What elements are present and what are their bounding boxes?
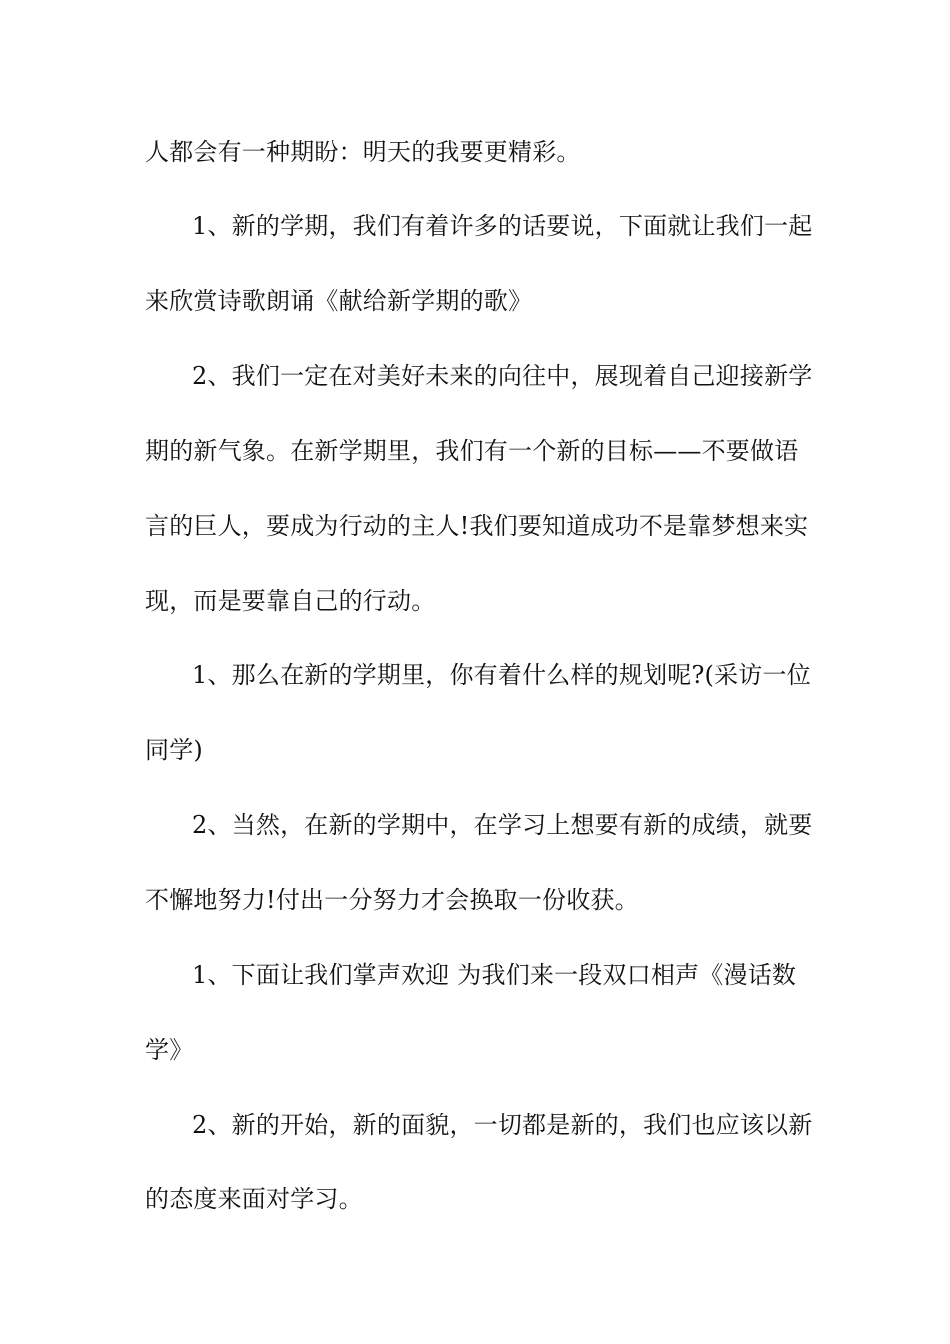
text-line-1: 人都会有一种期盼：明天的我要更精彩。 (145, 138, 581, 166)
text-line-14: 2、新的开始，新的面貌，一切都是新的，我们也应该以新 (192, 1111, 813, 1139)
text-line-2: 1、新的学期，我们有着许多的话要说，下面就让我们一起 (192, 212, 813, 240)
text-line-5: 期的新气象。在新学期里，我们有一个新的目标——不要做语 (145, 437, 799, 465)
text-line-11: 不懈地努力!付出一分努力才会换取一份收获。 (145, 886, 639, 914)
text-line-4: 2、我们一定在对美好未来的向往中，展现着自己迎接新学 (192, 362, 813, 390)
text-line-10: 2、当然，在新的学期中，在学习上想要有新的成绩，就要 (192, 811, 813, 839)
text-line-6: 言的巨人，要成为行动的主人!我们要知道成功不是靠梦想来实 (145, 512, 809, 540)
text-line-7: 现，而是要靠自己的行动。 (145, 587, 436, 615)
text-line-8: 1、那么在新的学期里，你有着什么样的规划呢?(采访一位 (192, 661, 811, 689)
text-line-15: 的态度来面对学习。 (145, 1185, 363, 1213)
text-line-3: 来欣赏诗歌朗诵《献给新学期的歌》 (145, 287, 533, 315)
text-line-12: 1、下面让我们掌声欢迎 为我们来一段双口相声《漫话数 (192, 961, 797, 989)
text-line-9: 同学) (145, 736, 203, 764)
text-line-13: 学》 (145, 1036, 194, 1064)
